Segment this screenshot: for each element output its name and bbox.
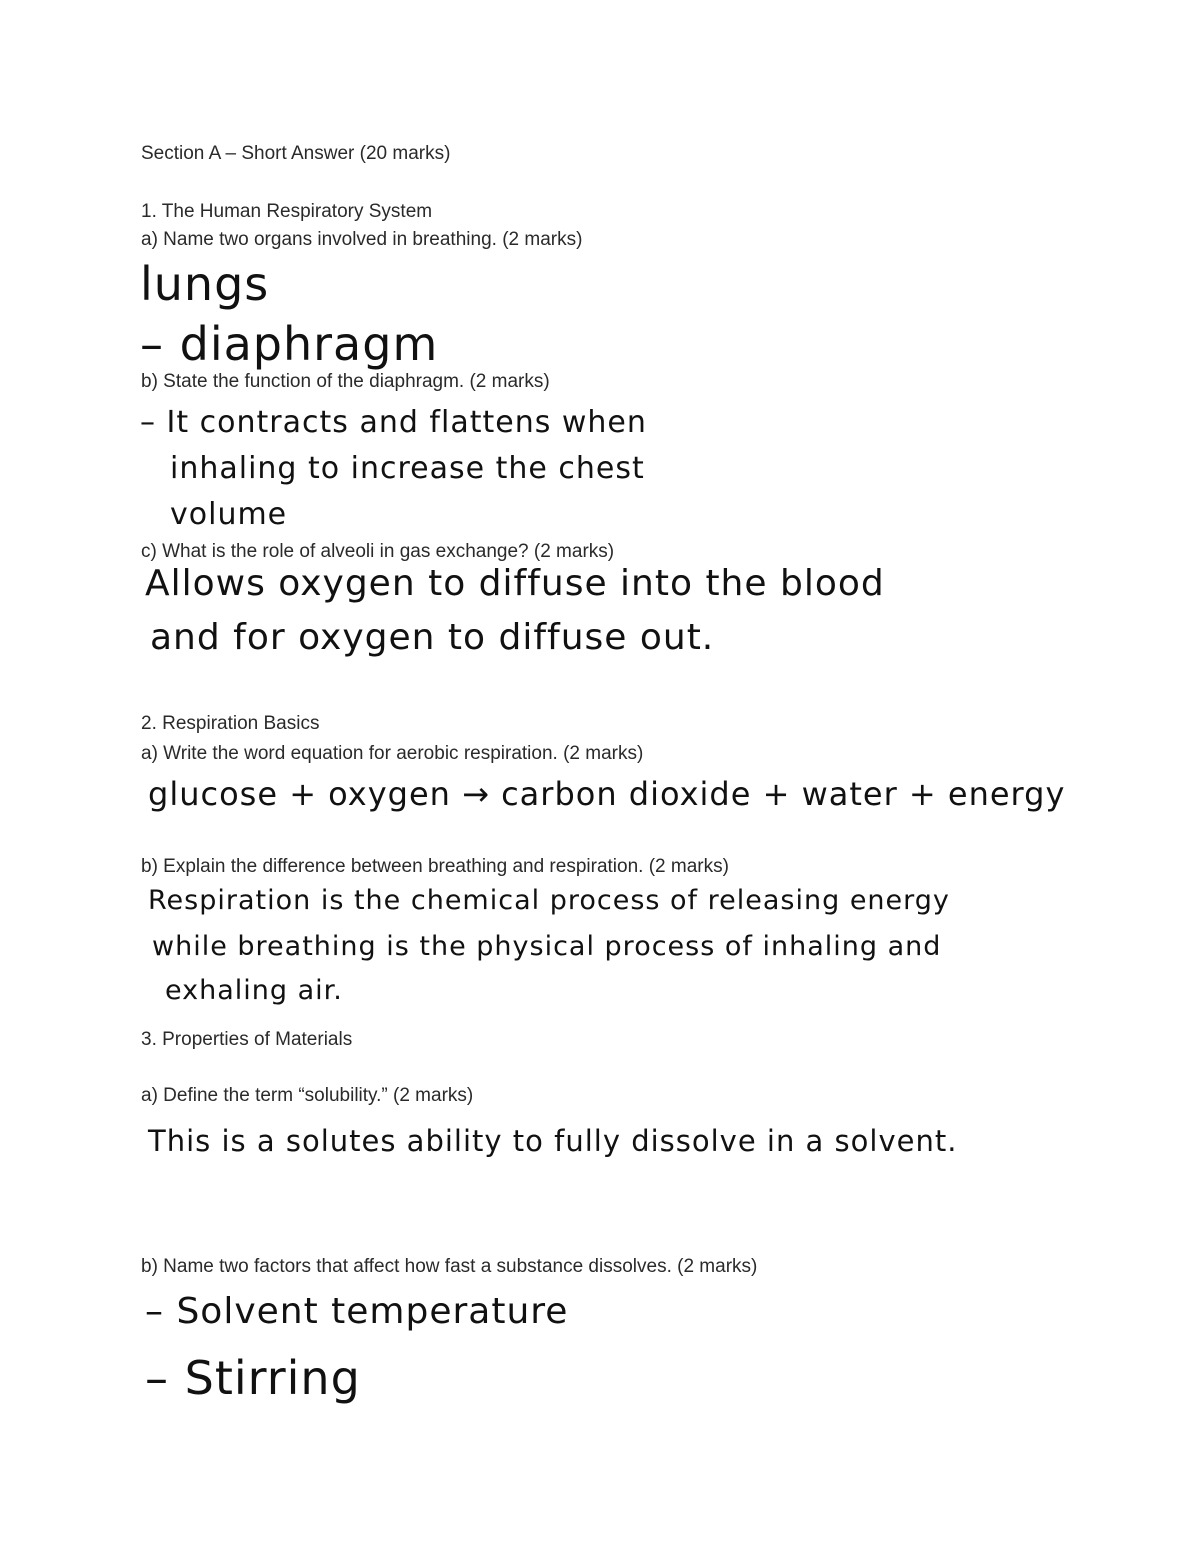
q1-heading: 1. The Human Respiratory System (141, 201, 433, 222)
q1c-question: c) What is the role of alveoli in gas exchange? (2 marks) (141, 541, 615, 562)
q3b-question: b) Name two factors that affect how fast a substance dissolves. (2 marks) (141, 1256, 758, 1277)
q2-heading: 2. Respiration Basics (141, 713, 320, 734)
q2a-question: a) Write the word equation for aerobic respiration. (2 marks) (141, 743, 644, 764)
q2b-answer-line-1: Respiration is the chemical process of releasing energy (148, 885, 950, 916)
q1b-answer-line-1: – It contracts and flattens when (140, 405, 647, 440)
q1c-answer-line-2: and for oxygen to diffuse out. (150, 617, 715, 658)
q1a-answer-line-1: lungs (140, 257, 270, 311)
q2b-answer-line-2: while breathing is the physical process of inhaling and (152, 931, 942, 962)
q3b-answer-line-2: – Stirring (145, 1351, 361, 1405)
q1c-answer-line-1: Allows oxygen to diffuse into the blood (145, 563, 885, 604)
q2b-answer-line-3: exhaling air. (165, 975, 343, 1006)
q1b-answer-line-3: volume (170, 497, 288, 532)
q3b-answer-line-1: – Solvent temperature (145, 1291, 569, 1332)
q2b-question: b) Explain the difference between breathing and respiration. (2 marks) (141, 856, 729, 877)
q3a-question: a) Define the term “solubility.” (2 marks) (141, 1085, 474, 1106)
q1b-answer-line-2: inhaling to increase the chest (170, 451, 645, 486)
q2a-answer-line-1: glucose + oxygen → carbon dioxide + water + energy (148, 775, 1066, 813)
q1a-answer-line-2: – diaphragm (140, 317, 439, 371)
section-title: Section A – Short Answer (20 marks) (141, 143, 451, 164)
q3a-answer-line-1: This is a solutes ability to fully dissolve in a solvent. (148, 1124, 958, 1158)
q1b-question: b) State the function of the diaphragm. (2 marks) (141, 371, 550, 392)
q3-heading: 3. Properties of Materials (141, 1029, 353, 1050)
q1a-question: a) Name two organs involved in breathing. (2 marks) (141, 229, 583, 250)
